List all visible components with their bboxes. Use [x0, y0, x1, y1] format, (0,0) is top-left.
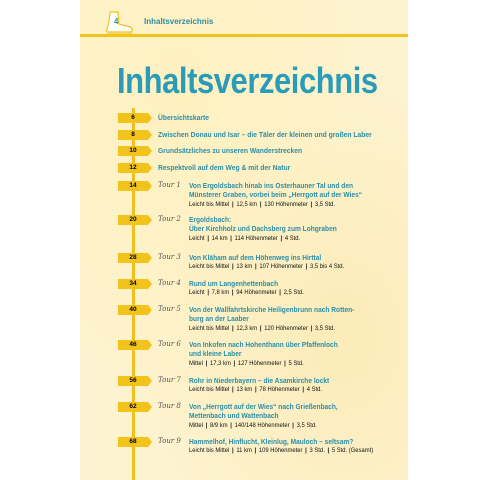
entry-label: Grundsätzliches zu unseren Wanderstrecken — [158, 146, 303, 155]
tour-title: Von Inkofen nach Hohenthann über Pfaffenloch und kleine Laber — [189, 340, 338, 358]
hiking-boot-icon — [104, 10, 134, 36]
entry-label: Übersichtskarte — [158, 113, 210, 122]
page-tab: 34 — [118, 279, 148, 289]
tour-stats: Leicht bis Mittel | 13 km | 107 Höhenmeter | 3,5 bis 4 Std. — [189, 263, 345, 270]
page-tab: 62 — [118, 402, 148, 412]
header-title: Inhaltsverzeichnis — [144, 17, 214, 26]
tour-tag: Tour 1 — [158, 181, 181, 189]
tour-stats: Mittel | 8/9 km | 140/148 Höhenmeter | 3,5 Std. — [189, 422, 317, 429]
page-tab: 8 — [118, 130, 148, 140]
tour-title: Rund um Langenhettenbach — [189, 279, 279, 288]
tour-title: Ergoldsbach: Über Kirchholz und Dachsberg zum Lohgraben — [189, 215, 337, 233]
tour-tag: Tour 4 — [158, 279, 181, 287]
page-tab: 40 — [118, 305, 148, 315]
page-tab: 10 — [118, 146, 148, 156]
tour-tag: Tour 3 — [158, 253, 181, 261]
page-tab: 14 — [118, 181, 148, 191]
entry-label: Zwischen Donau und Isar – die Täler der kleinen und großen Laber — [158, 130, 372, 139]
page-tab: 6 — [118, 113, 148, 123]
tour-title: Von Kläham auf dem Höhenweg ins Hirttal — [189, 253, 322, 262]
tour-title: Von Ergoldsbach hinab ins Osterhauner Tal und den Münsterer Graben, vorbei beim „Herrgott auf der Wies“ — [189, 181, 363, 199]
tour-stats: Leicht bis Mittel | 11 km | 109 Höhenmeter | 3 Std. | 5 Std. (Gesamt) — [189, 447, 374, 454]
page-number: 4 — [114, 17, 119, 26]
tour-stats: Leicht | 14 km | 114 Höhenmeter | 4 Std. — [189, 235, 301, 242]
page-tab: 28 — [118, 253, 148, 263]
entry-label: Respektvoll auf dem Weg & mit der Natur — [158, 163, 291, 172]
tour-title: Von der Wallfahrtskirche Heiligenbrunn nach Rotten- burg an der Laaber — [189, 305, 355, 323]
page-tab: 20 — [118, 215, 148, 225]
tour-title: Rohr in Niederbayern – die Asamkirche lockt — [189, 376, 330, 385]
page-tab: 12 — [118, 163, 148, 173]
page-tab: 56 — [118, 376, 148, 386]
tour-stats: Leicht bis Mittel | 12,3 km | 120 Höhenmeter | 3,5 Std. — [189, 325, 336, 332]
tour-stats: Leicht bis Mittel | 12,5 km | 130 Höhenmeter | 3,5 Std. — [189, 201, 336, 208]
tour-stats: Mittel | 17,3 km | 127 Höhenmeter | 5 Std. — [189, 360, 304, 367]
tour-tag: Tour 6 — [158, 340, 181, 348]
tour-tag: Tour 8 — [158, 402, 181, 410]
page-tab: 68 — [118, 437, 148, 447]
tour-tag: Tour 2 — [158, 215, 181, 223]
tour-tag: Tour 9 — [158, 437, 181, 445]
page-title: Inhaltsverzeichnis — [117, 60, 378, 101]
tour-stats: Leicht | 7,8 km | 94 Höhenmeter | 2,5 Std. — [189, 289, 304, 296]
page-tab: 46 — [118, 340, 148, 350]
tour-title: Hammelhof, Hinflucht, Kleinlug, Mauloch – seltsam? — [189, 437, 354, 446]
tour-title: Von „Herrgott auf der Wies“ nach Grießenbach, Mettenbach und Wattenbach — [189, 402, 338, 420]
tour-stats: Leicht bis Mittel | 13 km | 78 Höhenmeter | 4 Std. — [189, 386, 323, 393]
tour-tag: Tour 5 — [158, 305, 181, 313]
tour-tag: Tour 7 — [158, 376, 181, 384]
